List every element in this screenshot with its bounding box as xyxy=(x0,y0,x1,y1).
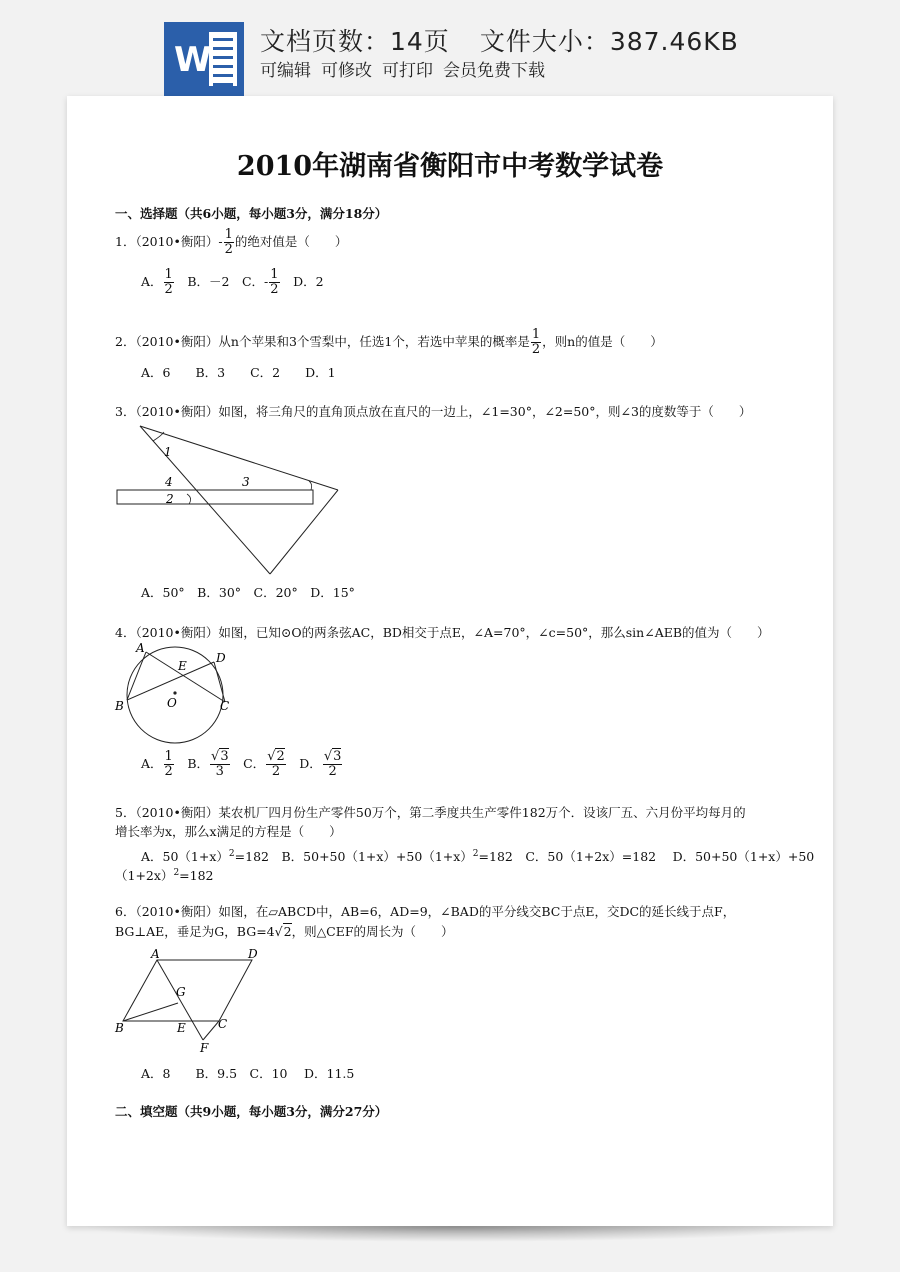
point-label-E: E xyxy=(178,659,187,673)
page-count: 文档页数：14页 xyxy=(260,27,450,56)
question-2-options: A．6 B．3 C．2 D．1 xyxy=(141,365,336,380)
question-6-line-1: 6．（2010•衡阳）如图，在▱ABCD中，AB=6，AD=9，∠BAD的平分线交BC于点E，交DC的延长线于点F， xyxy=(115,904,736,919)
question-5-line-1: 5．（2010•衡阳）某农机厂四月份生产零件50万个，第二季度共生产零件182万个．设该厂五、六月份平均每月的 xyxy=(115,805,746,820)
doc-stats xyxy=(260,22,739,58)
question-4: 4．（2010•衡阳）如图，已知⊙O的两条弦AC，BD相交于点E，∠A=70°，∠c=50°，那么sin∠AEB的值为（ ） xyxy=(115,625,770,640)
point-label-A: A xyxy=(151,947,160,961)
section-heading-fill-in: 二、填空题（共9小题，每小题3分，满分27分） xyxy=(115,1104,388,1119)
point-label-B: B xyxy=(115,699,124,713)
question-1-options: A． $\frac{1}{2}$ B．－2 C．- $\frac{1}{2}$ D．2 xyxy=(141,267,324,297)
feature-free-download: 会员免费下载 xyxy=(443,61,545,81)
doc-info-banner xyxy=(0,0,900,96)
feature-printable: 可打印 xyxy=(382,61,433,81)
question-5-options-cont: $(1+2x)^2=182$ xyxy=(115,868,214,884)
doc-features xyxy=(260,56,545,81)
file-size: 文件大小：387.46KB xyxy=(479,27,739,56)
section-heading-choice: 一、选择题（共6小题，每小题3分，满分18分） xyxy=(115,206,388,221)
question-5-options: A．$50(1+x)^2=182$ B．$50+50(1+x)+50(1+x)^2=182$ C．50（1+2x）=182 D．50+50（1+x）+50 xyxy=(141,849,815,865)
question-5-line-2: 增长率为x，那么x满足的方程是（ ） xyxy=(115,824,342,839)
fraction: $\frac{1}{2}$ xyxy=(224,227,233,257)
point-label-C: C xyxy=(218,1017,228,1031)
question-6-options: A．8 B．9.5 C．10 D．11.5 xyxy=(141,1066,355,1081)
point-label-B: B xyxy=(115,1021,124,1035)
point-label-D: D xyxy=(248,947,258,961)
point-label-D: D xyxy=(216,651,226,665)
question-1: 1．（2010•衡阳）- $\frac{1}{2}$ 的绝对值是（ ） xyxy=(115,227,348,257)
question-4-figure xyxy=(115,641,240,724)
point-label-A: A xyxy=(136,641,145,655)
page-title: 2010年湖南省衡阳市中考数学试卷 xyxy=(236,151,664,182)
angle-label-1: 1 xyxy=(164,445,172,459)
word-document-icon: W xyxy=(164,22,244,96)
question-6-figure xyxy=(115,947,265,1058)
question-3-options: A．50° B．30° C．20° D．15° xyxy=(141,585,355,600)
point-label-O: O xyxy=(167,696,177,710)
feature-editable: 可编辑 xyxy=(260,61,311,81)
question-4-options: A． $\frac{1}{2}$ B． $\frac{√3}{3}$ C． $\frac{√2}{2}$ D． $\frac{√3}{2}$ xyxy=(141,749,342,779)
question-6-line-2: BG⊥AE，垂足为G，BG=4√2，则△CEF的周长为（ ） xyxy=(115,924,454,939)
point-label-C: C xyxy=(220,699,230,713)
angle-label-3: 3 xyxy=(242,475,250,489)
question-3: 3．（2010•衡阳）如图，将三角尺的直角顶点放在直尺的一边上，∠1=30°，∠2=50°，则∠3的度数等于（ ） xyxy=(115,404,752,419)
question-2: 2．（2010•衡阳）从n个苹果和3个雪梨中，任选1个，若选中苹果的概率是 $\frac{1}{2}$ ，则n的值是（ ） xyxy=(115,327,663,357)
point-label-F: F xyxy=(200,1041,209,1055)
point-label-E: E xyxy=(177,1021,186,1035)
feature-modifiable: 可修改 xyxy=(321,61,372,81)
angle-label-4: 4 xyxy=(165,475,173,489)
point-label-G: G xyxy=(176,985,186,999)
question-3-figure xyxy=(115,424,315,576)
document-page xyxy=(67,96,833,1226)
angle-label-2: 2 xyxy=(166,492,174,506)
